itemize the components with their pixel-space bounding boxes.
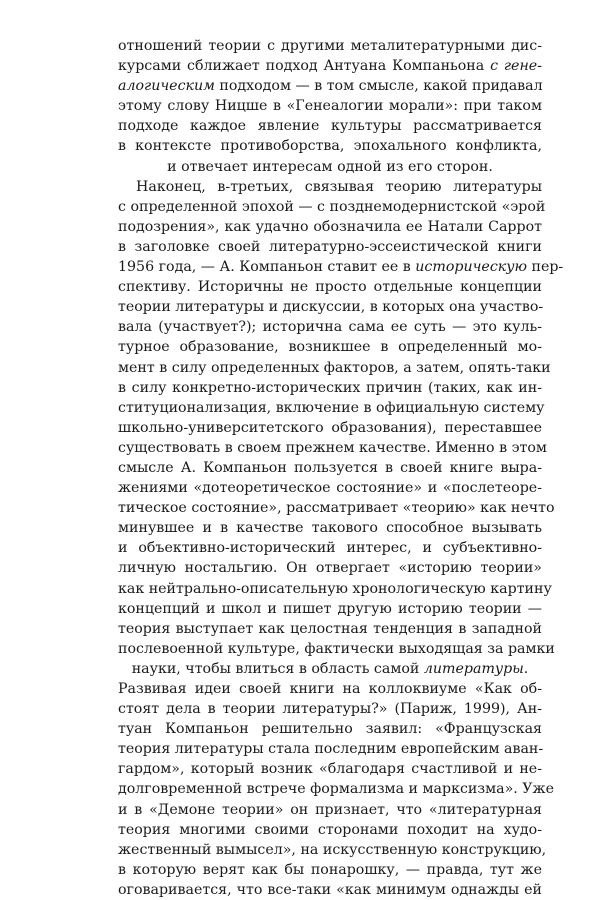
text-line-last: науки, чтобы влиться в область самой литературы. xyxy=(131,660,529,677)
text-line: в контексте противоборства, эпохального конфликта, xyxy=(118,138,542,155)
text-line: долговременной встрече формализма и марксизма». Уже xyxy=(118,781,555,798)
body-text xyxy=(118,36,564,900)
paragraph-first-line: Развивая идеи своей книги на коллоквиуме «Как об- xyxy=(118,681,542,697)
text-line: послевоенной культуре, фактически выходящая за рамки xyxy=(118,640,555,657)
text-line: жениями «дотеоретическое состояние» и «послетеоре- xyxy=(118,480,542,497)
text-line: и в «Демоне теории» он признает, что «литературная xyxy=(118,801,542,818)
text-line: мент в силу определенных факторов, а затем, опять-таки xyxy=(118,359,551,376)
text-line: теория литературы стала последним европейским аван- xyxy=(118,741,544,758)
text-line: туан Компаньон решительно заявил: «Французская xyxy=(118,721,542,738)
text-line: теории литературы и дискуссии, в которых она участво- xyxy=(118,299,544,316)
text-line: теория многими своими сторонами походит на худо- xyxy=(118,821,542,838)
text-line: спективу. Историчны не просто отдельные концепции xyxy=(118,279,542,296)
text-line: жественный вымысел», на искусственную конструкцию, xyxy=(118,841,547,858)
italic-phrase: литературы xyxy=(423,660,524,677)
text-line: вала (участвует?); исторична сама ее суть — это куль- xyxy=(118,319,542,336)
paragraph-first-line: Наконец, в-третьих, связывая теорию литературы xyxy=(136,178,542,195)
text-line: в заголовке своей литературно-эссеистической книги xyxy=(118,238,542,255)
text-line: гардом», который возник «благодаря счастливой и не- xyxy=(118,761,542,778)
text-line: в силу конкретно-исторических причин (таких, как ин- xyxy=(118,379,542,396)
text-line: с определенной эпохой — с позднемодернистской «эрой xyxy=(118,198,546,215)
text-line: алогическим подходом — в том смысле, какой придавал xyxy=(118,78,543,95)
text-line: смысле А. Компаньон пользуется в своей книге выра- xyxy=(118,459,542,476)
italic-phrase: с гене- xyxy=(490,58,542,75)
text-line: теория выступает как целостная тенденция в западной xyxy=(118,620,542,637)
text-line: и объективно-исторический интерес, и субъективно- xyxy=(118,540,542,557)
text-line-last: и отвечает интересам одной из его сторон. xyxy=(167,158,493,175)
text-line: как нейтрально-описательную хронологическую картину xyxy=(118,580,552,597)
text-line: ституционализация, включение в официальную систему xyxy=(118,399,545,416)
text-line: оговаривается, что все-таки «как минимум однажды ей xyxy=(118,881,542,898)
text-line: подозрения», как удачно обозначила ее Натали Саррот xyxy=(118,218,542,235)
text-line: 1956 года, — А. Компаньон ставит ее в историческую пер- xyxy=(118,259,564,276)
italic-phrase: историческую xyxy=(415,259,527,276)
italic-phrase: алогическим xyxy=(118,78,215,95)
text-line: отношений теории с другими металитературными дис- xyxy=(118,38,542,54)
text-line: курсами сближает подход Антуана Компаньона с гене- xyxy=(118,58,542,75)
text-line: школьно-университетского образования), переставшее xyxy=(118,419,542,436)
text-line: этому слову Ницше в «Генеалогии морали»: при таком xyxy=(118,98,542,115)
text-line: минувшее и в качестве такового способное вызывать xyxy=(118,520,542,537)
text-line: личную ностальгию. Он отвергает «историю теории» xyxy=(118,560,542,577)
text-line: существовать в своем прежнем качестве. Именно в этом xyxy=(118,439,547,456)
text-line: стоят дела в теории литературы?» (Париж, 1999), Ан- xyxy=(118,701,542,718)
text-line: подходе каждое явление культуры рассматривается xyxy=(118,118,542,135)
text-line: концепций и школ и пишет другую историю теории — xyxy=(118,600,542,617)
text-line: турное образование, возникшее в определенный мо- xyxy=(118,339,542,356)
text-line: тическое состояние», рассматривает «теорию» как нечто xyxy=(118,500,555,517)
text-line: в которую верят как бы понарошку, — правда, тут же xyxy=(118,861,542,878)
